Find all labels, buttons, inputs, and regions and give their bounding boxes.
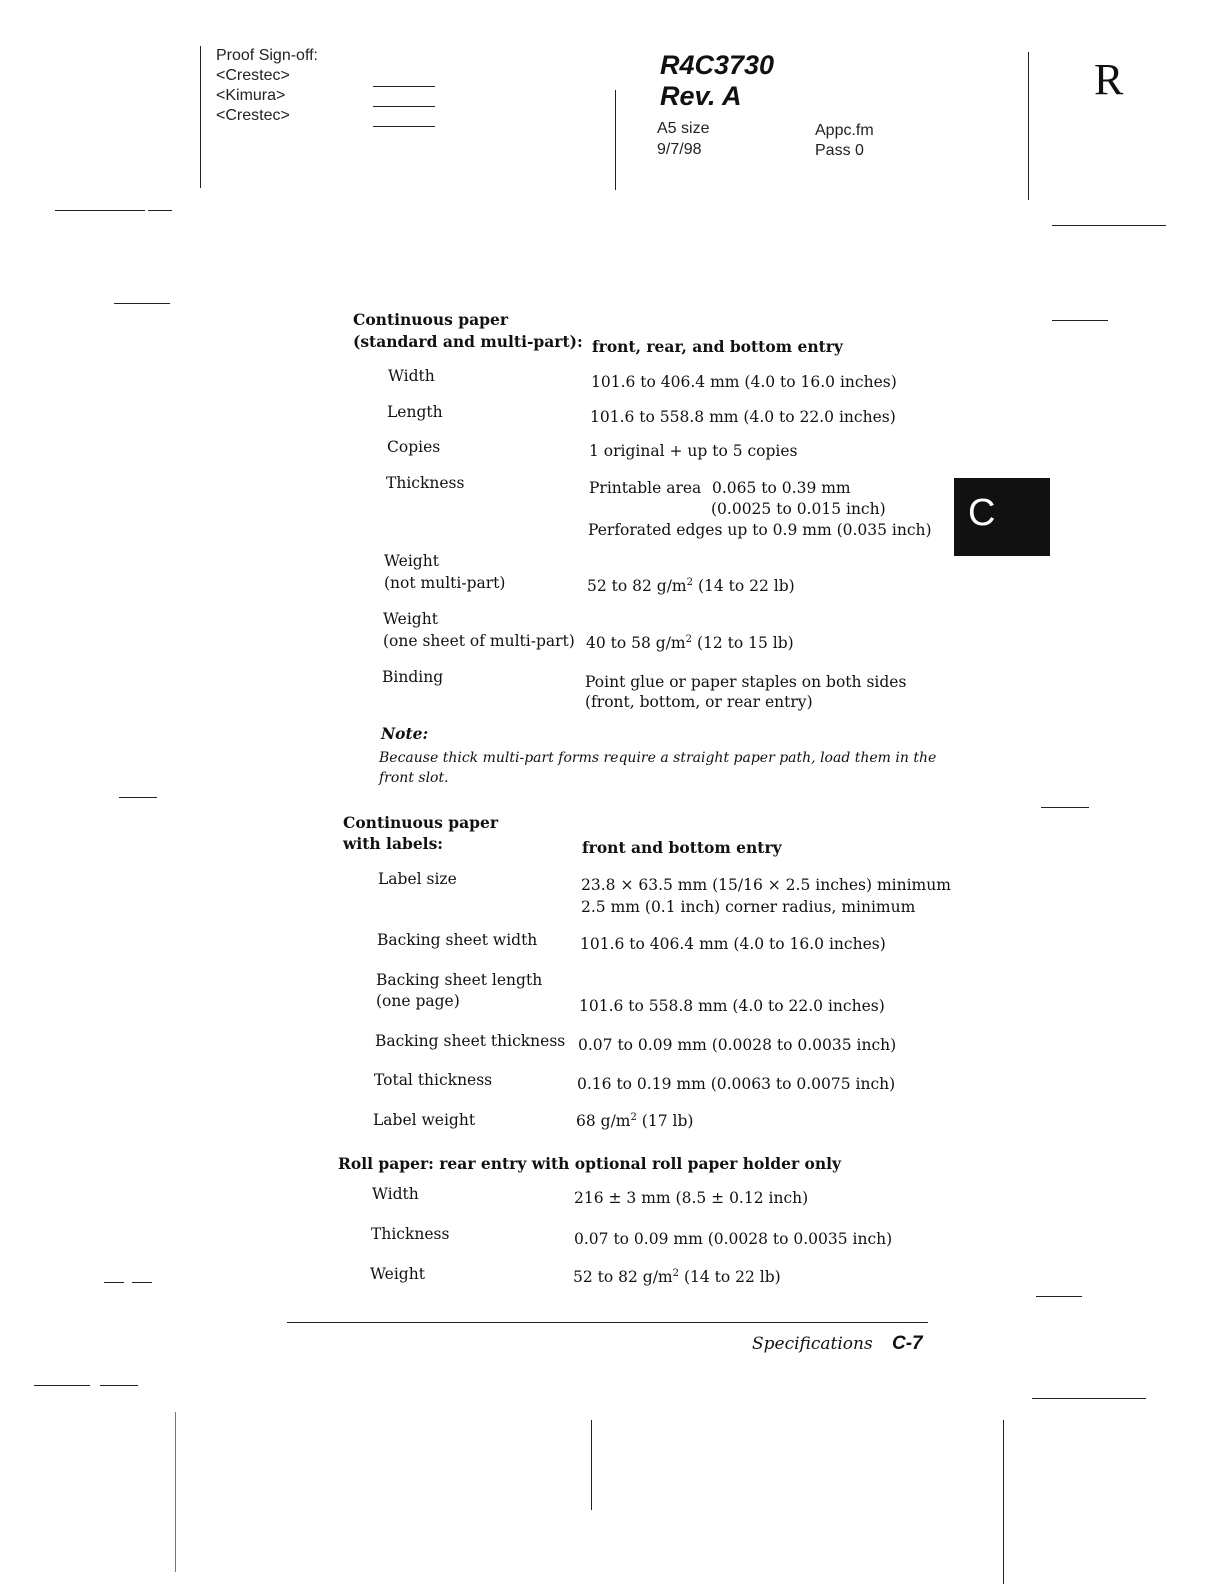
crop-mark bbox=[132, 1282, 152, 1283]
section-heading-continuous-sub: (standard and multi-part): bbox=[353, 332, 583, 351]
spec-label-backing-length: Backing sheet length bbox=[376, 971, 543, 989]
labels-entry: front and bottom entry bbox=[582, 838, 782, 857]
spec-label-width: Width bbox=[388, 367, 435, 385]
section-heading-roll: Roll paper: rear entry with optional roll paper holder only bbox=[338, 1154, 842, 1173]
spec-label-label-size: Label size bbox=[378, 870, 457, 888]
spec-label-roll-weight: Weight bbox=[370, 1265, 425, 1283]
spec-value-backing-width: 101.6 to 406.4 mm (4.0 to 16.0 inches) bbox=[580, 935, 886, 953]
spec-value-binding: Point glue or paper staples on both sides bbox=[585, 673, 907, 691]
spec-value-weight-multipart: 40 to 58 $g/m^2$ (12 to 15 lb) bbox=[586, 633, 794, 652]
spec-value-label-size: 23.8 × 63.5 mm (15/16 × 2.5 inches) minimum bbox=[581, 876, 951, 894]
spec-label-backing-length-sub: (one page) bbox=[376, 992, 460, 1010]
doc-revision: Rev. A bbox=[660, 81, 742, 111]
file-name: Appc.fm bbox=[815, 122, 874, 139]
spec-value-backing-thickness: 0.07 to 0.09 mm (0.0028 to 0.0035 inch) bbox=[578, 1036, 897, 1054]
doc-number: R4C3730 bbox=[660, 50, 775, 80]
crop-mark bbox=[615, 90, 616, 190]
crop-mark bbox=[1052, 320, 1108, 321]
note-title: Note: bbox=[381, 724, 429, 743]
spec-label-total-thickness: Total thickness bbox=[374, 1071, 493, 1089]
spec-label-weight: Weight bbox=[384, 552, 439, 570]
spec-label-thickness: Thickness bbox=[386, 474, 465, 492]
doc-date: 9/7/98 bbox=[657, 141, 702, 158]
crop-mark bbox=[1041, 807, 1089, 808]
thickness-area-value: 0.065 to 0.39 mm bbox=[712, 479, 851, 497]
crop-mark bbox=[104, 1282, 124, 1283]
signature-line-1 bbox=[373, 86, 435, 87]
signer-2: <Kimura> bbox=[216, 87, 286, 104]
crop-mark bbox=[34, 1385, 90, 1386]
crop-mark bbox=[119, 797, 157, 798]
crop-mark bbox=[175, 1412, 176, 1572]
crop-mark bbox=[55, 210, 145, 211]
section-heading-labels-sub: with labels: bbox=[343, 834, 444, 853]
page-size: A5 size bbox=[657, 120, 710, 137]
crop-mark bbox=[148, 210, 172, 211]
spec-value-width: 101.6 to 406.4 mm (4.0 to 16.0 inches) bbox=[591, 373, 897, 391]
spec-label-backing-thickness: Backing sheet thickness bbox=[375, 1032, 566, 1050]
crop-mark bbox=[114, 303, 170, 304]
spec-label-label-weight: Label weight bbox=[373, 1111, 476, 1129]
section-heading-labels: Continuous paper bbox=[343, 813, 499, 832]
spec-value-roll-weight: 52 to 82 $g/m^2$ (14 to 22 lb) bbox=[573, 1267, 781, 1286]
spec-label-weight-sub: (not multi-part) bbox=[384, 574, 506, 592]
spec-value-binding-sub: (front, bottom, or rear entry) bbox=[585, 693, 813, 711]
crop-mark bbox=[200, 46, 201, 188]
spec-value-roll-thickness: 0.07 to 0.09 mm (0.0028 to 0.0035 inch) bbox=[574, 1230, 893, 1248]
pass-number: Pass 0 bbox=[815, 142, 864, 159]
spec-value-roll-width: 216 ± 3 mm (8.5 ± 0.12 inch) bbox=[574, 1189, 809, 1207]
signature-line-3 bbox=[373, 126, 435, 127]
spec-value-copies: 1 original + up to 5 copies bbox=[589, 442, 798, 460]
spec-label-backing-width: Backing sheet width bbox=[377, 931, 538, 949]
spec-value-corner-radius: 2.5 mm (0.1 inch) corner radius, minimum bbox=[581, 898, 916, 916]
spec-label-binding: Binding bbox=[382, 668, 444, 686]
thickness-perforated: Perforated edges up to 0.9 mm (0.035 inch) bbox=[588, 521, 932, 539]
signer-3: <Crestec> bbox=[216, 107, 290, 124]
crop-mark bbox=[100, 1385, 138, 1386]
spec-label-weight-multipart-sub: (one sheet of multi-part) bbox=[383, 632, 575, 650]
continuous-entry: front, rear, and bottom entry bbox=[592, 337, 843, 356]
crop-mark bbox=[591, 1420, 592, 1510]
spec-value-weight: 52 to 82 $g/m^2$ (14 to 22 lb) bbox=[587, 576, 795, 595]
footer-page-number: C-7 bbox=[892, 1333, 923, 1354]
note-text: Because thick multi-part forms require a straight paper path, load them in the front slot. bbox=[379, 750, 937, 786]
section-heading-continuous: Continuous paper bbox=[353, 310, 509, 329]
spec-value-backing-length: 101.6 to 558.8 mm (4.0 to 22.0 inches) bbox=[579, 997, 885, 1015]
crop-mark bbox=[1036, 1296, 1082, 1297]
spec-label-length: Length bbox=[387, 403, 443, 421]
crop-mark bbox=[1003, 1420, 1004, 1584]
crop-mark bbox=[1032, 1398, 1146, 1399]
spec-label-roll-width: Width bbox=[372, 1185, 419, 1203]
footer-section-name: Specifications bbox=[752, 1334, 873, 1354]
corner-letter: R bbox=[1094, 55, 1124, 104]
spec-label-copies: Copies bbox=[387, 438, 441, 456]
footer-rule bbox=[287, 1322, 928, 1323]
document-id bbox=[660, 50, 774, 112]
chapter-tab bbox=[954, 478, 1050, 556]
crop-mark bbox=[1052, 225, 1166, 226]
signer-1: <Crestec> bbox=[216, 67, 290, 84]
thickness-area-label: Printable area bbox=[589, 479, 702, 497]
proof-title: Proof Sign-off: bbox=[216, 47, 318, 64]
crop-mark bbox=[1028, 52, 1029, 200]
thickness-area-inch: (0.0025 to 0.015 inch) bbox=[711, 500, 886, 518]
proof-signoff bbox=[216, 46, 318, 126]
spec-label-roll-thickness: Thickness bbox=[371, 1225, 450, 1243]
spec-label-weight-multipart: Weight bbox=[383, 610, 438, 628]
spec-value-length: 101.6 to 558.8 mm (4.0 to 22.0 inches) bbox=[590, 408, 896, 426]
spec-value-label-weight: 68 $g/m^2$ (17 lb) bbox=[576, 1111, 694, 1130]
spec-value-total-thickness: 0.16 to 0.19 mm (0.0063 to 0.0075 inch) bbox=[577, 1075, 896, 1093]
chapter-tab-letter: C bbox=[968, 492, 996, 534]
signature-line-2 bbox=[373, 106, 435, 107]
